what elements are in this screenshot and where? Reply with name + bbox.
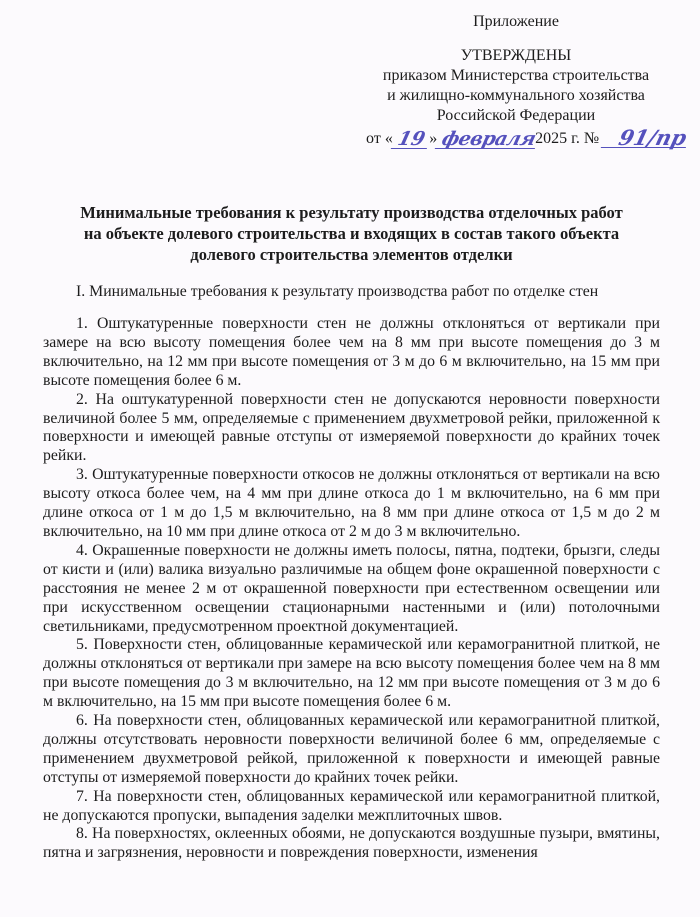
section-heading: I. Минимальные требования к результату производства работ по отделке стен xyxy=(76,283,599,300)
paragraph-7: 7. На поверхности стен, облицованных керамической или керамогранитной плиткой, не допускаются пропуски, выпадения заделки межплиточных швов. xyxy=(43,787,660,824)
paragraph-6: 6. На поверхности стен, облицованных керамической или керамогранитной плиткой, должны отсутствовать неровности поверхности величиной более 6 мм, определяемые с применением двухметровой рейкой, приложенной к поверхности и имеющей равные отступы от измеряемой поверхности до крайних точек рейки. xyxy=(43,712,660,786)
approved-by-line-2: и жилищно-коммунального хозяйства xyxy=(387,87,645,104)
approved-label: УТВЕРЖДЕНЫ xyxy=(460,47,572,64)
handwritten-day: 19 xyxy=(391,131,432,149)
title-line-1: Минимальные требования к результату производства отделочных работ xyxy=(80,203,623,222)
paragraph-5: 5. Поверхности стен, облицованные керамической или керамогранитной плиткой, не должны отклоняться от вертикали при замере на всю высоту помещения более чем на 8 мм при высоте помещения до 3 м включительно, на 12 мм при высоте помещения от 3 м до 6 м включительно, на 15 мм при высоте помещения более 6 м. xyxy=(43,636,660,711)
date-prefix: от « xyxy=(366,130,393,147)
title-line-3: долевого строительства элементов отделки xyxy=(190,245,513,264)
paragraph-1: 1. Оштукатуренные поверхности стен не должны отклоняться от вертикали при замере на всю высоту помещения более чем на 8 мм при высоте помещения до 3 м включительно, на 12 мм при высоте помещения от 3 м до 6 м включительно, на 15 мм при высоте помещения более 6 м. xyxy=(43,315,660,389)
document-title xyxy=(49,202,654,265)
approval-header xyxy=(350,12,690,150)
handwritten-order-number: 91/пр xyxy=(601,130,690,148)
paragraph-4: 4. Окрашенные поверхности не должны иметь полосы, пятна, подтеки, брызги, следы от кисти и (или) валика визуально различимые на общем фоне окрашенной поверхности с расстояния не менее 2 м от окрашенной поверхности при естественном освещении или при искусственном освещении стационарными настенными и (или) потолочными светильниками, предусмотренном проектной документацией. xyxy=(43,541,660,635)
paragraph-8: 8. На поверхностях, оклеенных обоями, не допускаются воздушные пузыри, вмятины, пятна и загрязнения, неровности и повреждения поверхности, изменения xyxy=(43,825,660,862)
approved-by-line-1: приказом Министерства строительства xyxy=(382,67,650,84)
approved-by-line-3: Российской Федерации xyxy=(436,107,596,124)
date-year-number: 2025 г. № xyxy=(535,130,600,147)
paragraph-3: 3. Оштукатуренные поверхности откосов не должны отклоняться от вертикали на всю высоту откоса более чем, на 4 мм при длине откоса до 1 м включительно, на 6 мм при длине откоса от 1 м до 1,5 м включительно, на 8 мм при длине откоса от 1,5 м до 2 м включительно, на 10 мм при длине откоса от 2 м до 3 м включительно. xyxy=(43,466,660,540)
paragraph-2: 2. На оштукатуренной поверхности стен не допускаются неровности поверхности величиной более 5 мм, определяемые с применением двухметровой рейки, приложенной к поверхности и имеющей равные отступы от измеряемой поверхности до крайних точек рейки. xyxy=(43,390,660,465)
annex-label: Приложение xyxy=(473,13,559,30)
order-date-line xyxy=(350,125,690,150)
handwritten-month: февраля xyxy=(435,131,539,149)
title-line-2: на объекте долевого строительства и входящих в состав такого объекта xyxy=(83,224,620,243)
document-body xyxy=(43,202,660,863)
date-close-quote: » xyxy=(429,130,438,147)
